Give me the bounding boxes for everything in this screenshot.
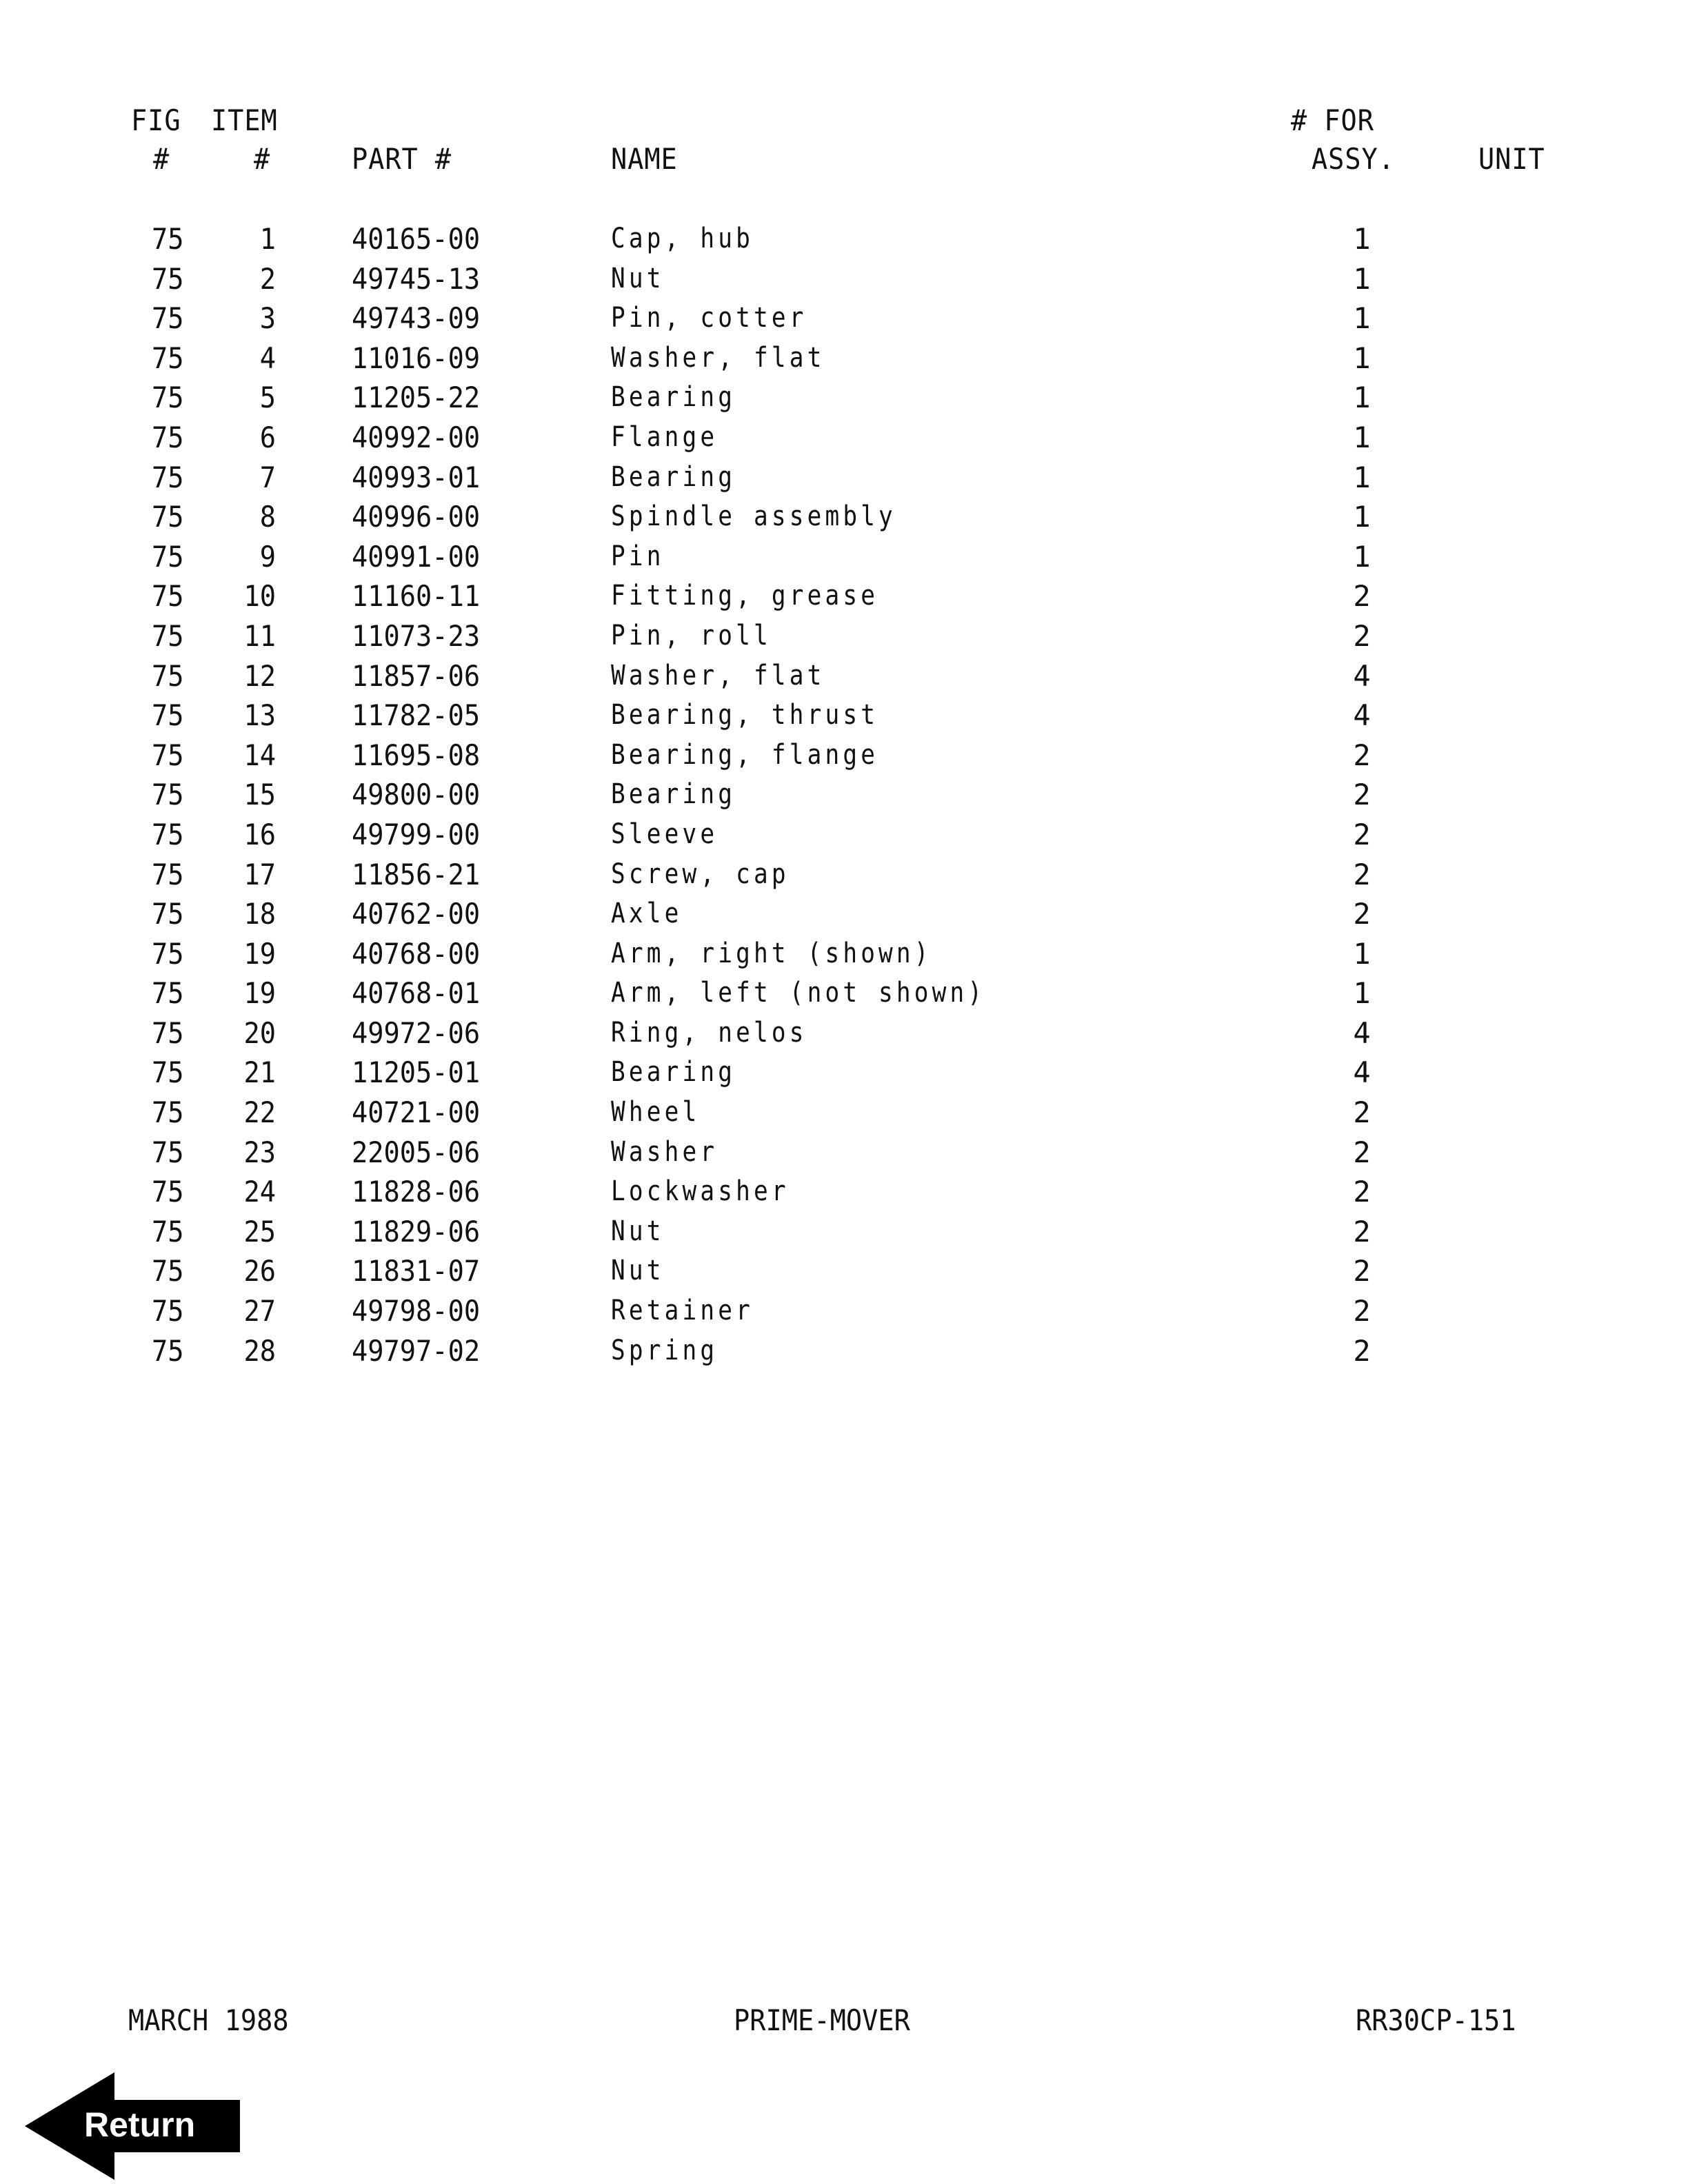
part-number-cell: 40992-00 <box>352 420 481 454</box>
header-qty-label: # FOR <box>1291 103 1374 137</box>
table-row <box>0 1331 1688 1371</box>
part-name-cell: Ring, nelos <box>611 1016 807 1049</box>
part-number-cell: 40721-00 <box>352 1095 481 1130</box>
fig-cell: 75 <box>152 381 184 415</box>
qty-cell: 4 <box>1353 1015 1371 1050</box>
qty-cell: 2 <box>1353 1214 1371 1248</box>
part-number-cell: 40993-01 <box>352 460 481 494</box>
item-cell: 25 <box>243 1214 276 1248</box>
part-number-cell: 40165-00 <box>352 222 481 256</box>
part-number-cell: 11695-08 <box>352 738 481 772</box>
qty-cell: 2 <box>1353 618 1371 653</box>
item-cell: 2 <box>259 261 276 296</box>
table-row <box>0 1133 1688 1173</box>
qty-cell: 2 <box>1353 1333 1371 1368</box>
table-row <box>0 656 1688 696</box>
part-name-cell: Screw, cap <box>611 858 790 890</box>
fig-cell: 75 <box>152 579 184 614</box>
header-name: NAME <box>611 142 678 176</box>
header-qty-assy: ASSY. <box>1312 142 1395 176</box>
qty-cell: 2 <box>1353 1135 1371 1169</box>
part-name-cell: Washer, flat <box>611 341 825 374</box>
fig-cell: 75 <box>152 341 184 375</box>
part-number-cell: 49797-02 <box>352 1333 481 1368</box>
return-button[interactable] <box>25 2072 243 2180</box>
table-row <box>0 259 1688 299</box>
part-number-cell: 49798-00 <box>352 1294 481 1328</box>
table-row <box>0 418 1688 458</box>
table-row <box>0 934 1688 974</box>
part-name-cell: Bearing <box>611 778 736 811</box>
fig-cell: 75 <box>152 698 184 733</box>
part-number-cell: 11073-23 <box>352 618 481 653</box>
table-row <box>0 338 1688 378</box>
table-row <box>0 497 1688 537</box>
part-name-cell: Wheel <box>611 1096 701 1129</box>
qty-cell: 2 <box>1353 738 1371 772</box>
part-number-cell: 11829-06 <box>352 1214 481 1248</box>
part-name-cell: Bearing, thrust <box>611 699 879 731</box>
table-row <box>0 378 1688 418</box>
table-row <box>0 458 1688 498</box>
item-cell: 5 <box>259 381 276 415</box>
part-name-cell: Sleeve <box>611 818 719 850</box>
table-row <box>0 815 1688 855</box>
fig-cell: 75 <box>152 1015 184 1050</box>
part-number-cell: 49972-06 <box>352 1015 481 1050</box>
header-fig-label: FIG <box>131 103 181 137</box>
qty-cell: 1 <box>1353 420 1371 454</box>
part-name-cell: Bearing <box>611 381 736 414</box>
part-number-cell: 40768-00 <box>352 936 481 971</box>
fig-cell: 75 <box>152 500 184 534</box>
return-label: Return <box>84 2105 196 2144</box>
item-cell: 9 <box>259 539 276 574</box>
parts-table <box>0 219 1688 1371</box>
part-name-cell: Fitting, grease <box>611 580 879 612</box>
fig-cell: 75 <box>152 1135 184 1169</box>
fig-cell: 75 <box>152 738 184 772</box>
part-name-cell: Nut <box>611 1215 665 1247</box>
part-number-cell: 11782-05 <box>352 698 481 733</box>
qty-cell: 1 <box>1353 261 1371 296</box>
table-row <box>0 736 1688 776</box>
part-name-cell: Washer <box>611 1135 719 1168</box>
item-cell: 1 <box>259 222 276 256</box>
fig-cell: 75 <box>152 539 184 574</box>
part-number-cell: 49745-13 <box>352 261 481 296</box>
part-number-cell: 49743-09 <box>352 301 481 336</box>
part-number-cell: 11856-21 <box>352 857 481 891</box>
fig-cell: 75 <box>152 936 184 971</box>
part-name-cell: Axle <box>611 898 683 930</box>
table-row <box>0 1291 1688 1331</box>
qty-cell: 1 <box>1353 976 1371 1011</box>
table-row <box>0 1251 1688 1291</box>
fig-cell: 75 <box>152 618 184 653</box>
qty-cell: 2 <box>1353 1294 1371 1328</box>
footer-title: PRIME-MOVER <box>734 2003 910 2037</box>
qty-cell: 2 <box>1353 817 1371 851</box>
qty-cell: 1 <box>1353 381 1371 415</box>
fig-cell: 75 <box>152 658 184 693</box>
footer-date: MARCH 1988 <box>128 2003 289 2037</box>
fig-cell: 75 <box>152 1095 184 1130</box>
part-number-cell: 49800-00 <box>352 778 481 812</box>
part-number-cell: 49799-00 <box>352 817 481 851</box>
table-row <box>0 894 1688 934</box>
qty-cell: 1 <box>1353 301 1371 336</box>
table-row <box>0 299 1688 338</box>
table-row <box>0 537 1688 577</box>
qty-cell: 1 <box>1353 539 1371 574</box>
qty-cell: 1 <box>1353 936 1371 971</box>
part-name-cell: Spring <box>611 1334 719 1366</box>
item-cell: 27 <box>243 1294 276 1328</box>
part-name-cell: Arm, left (not shown) <box>611 977 986 1009</box>
part-name-cell: Lockwasher <box>611 1175 790 1208</box>
header-item-label: ITEM <box>211 103 278 137</box>
fig-cell: 75 <box>152 1294 184 1328</box>
fig-cell: 75 <box>152 976 184 1011</box>
fig-cell: 75 <box>152 897 184 931</box>
item-cell: 6 <box>259 420 276 454</box>
item-cell: 26 <box>243 1254 276 1288</box>
item-cell: 15 <box>243 778 276 812</box>
table-row <box>0 616 1688 656</box>
part-number-cell: 22005-06 <box>352 1135 481 1169</box>
fig-cell: 75 <box>152 261 184 296</box>
item-cell: 13 <box>243 698 276 733</box>
qty-cell: 1 <box>1353 460 1371 494</box>
part-name-cell: Bearing, flange <box>611 738 879 771</box>
fig-cell: 75 <box>152 1254 184 1288</box>
header-item-hash: # <box>254 142 271 176</box>
part-name-cell: Washer, flat <box>611 659 825 691</box>
table-row <box>0 219 1688 259</box>
qty-cell: 1 <box>1353 222 1371 256</box>
part-number-cell: 40762-00 <box>352 897 481 931</box>
table-row <box>0 1172 1688 1212</box>
part-name-cell: Flange <box>611 421 719 453</box>
part-name-cell: Pin <box>611 540 665 572</box>
table-row <box>0 1212 1688 1252</box>
item-cell: 4 <box>259 341 276 375</box>
part-number-cell: 11205-22 <box>352 381 481 415</box>
qty-cell: 1 <box>1353 500 1371 534</box>
part-number-cell: 11160-11 <box>352 579 481 614</box>
fig-cell: 75 <box>152 817 184 851</box>
header-fig-hash: # <box>153 142 170 176</box>
qty-cell: 2 <box>1353 1175 1371 1209</box>
qty-cell: 2 <box>1353 579 1371 614</box>
part-name-cell: Pin, cotter <box>611 302 807 334</box>
qty-cell: 4 <box>1353 698 1371 733</box>
qty-cell: 1 <box>1353 341 1371 375</box>
part-name-cell: Bearing <box>611 461 736 493</box>
part-number-cell: 40768-01 <box>352 976 481 1011</box>
item-cell: 10 <box>243 579 276 614</box>
item-cell: 28 <box>243 1333 276 1368</box>
table-row <box>0 1013 1688 1053</box>
item-cell: 21 <box>243 1055 276 1090</box>
header-unit: UNIT <box>1478 142 1545 176</box>
table-row <box>0 855 1688 895</box>
fig-cell: 75 <box>152 857 184 891</box>
item-cell: 16 <box>243 817 276 851</box>
item-cell: 19 <box>243 936 276 971</box>
item-cell: 20 <box>243 1015 276 1050</box>
table-row <box>0 1093 1688 1133</box>
item-cell: 22 <box>243 1095 276 1130</box>
table-row <box>0 576 1688 616</box>
table-row <box>0 973 1688 1013</box>
item-cell: 12 <box>243 658 276 693</box>
part-name-cell: Bearing <box>611 1056 736 1089</box>
fig-cell: 75 <box>152 1214 184 1248</box>
item-cell: 7 <box>259 460 276 494</box>
item-cell: 17 <box>243 857 276 891</box>
part-name-cell: Cap, hub <box>611 223 754 254</box>
item-cell: 14 <box>243 738 276 772</box>
item-cell: 18 <box>243 897 276 931</box>
qty-cell: 4 <box>1353 1055 1371 1090</box>
item-cell: 8 <box>259 500 276 534</box>
part-number-cell: 11857-06 <box>352 658 481 693</box>
qty-cell: 2 <box>1353 1095 1371 1130</box>
table-row <box>0 696 1688 736</box>
fig-cell: 75 <box>152 1055 184 1090</box>
fig-cell: 75 <box>152 460 184 494</box>
header-part-number: PART # <box>352 142 452 176</box>
fig-cell: 75 <box>152 778 184 812</box>
qty-cell: 4 <box>1353 658 1371 693</box>
fig-cell: 75 <box>152 420 184 454</box>
qty-cell: 2 <box>1353 857 1371 891</box>
item-cell: 3 <box>259 301 276 336</box>
table-row <box>0 775 1688 815</box>
part-number-cell: 40996-00 <box>352 500 481 534</box>
part-name-cell: Spindle assembly <box>611 501 896 533</box>
part-name-cell: Nut <box>611 262 665 294</box>
part-number-cell: 11831-07 <box>352 1254 481 1288</box>
part-number-cell: 11828-06 <box>352 1175 481 1209</box>
part-number-cell: 11016-09 <box>352 341 481 375</box>
fig-cell: 75 <box>152 301 184 336</box>
item-cell: 23 <box>243 1135 276 1169</box>
part-name-cell: Retainer <box>611 1295 754 1327</box>
fig-cell: 75 <box>152 222 184 256</box>
qty-cell: 2 <box>1353 1254 1371 1288</box>
part-name-cell: Nut <box>611 1255 665 1287</box>
table-row <box>0 1053 1688 1093</box>
qty-cell: 2 <box>1353 897 1371 931</box>
part-number-cell: 40991-00 <box>352 539 481 574</box>
item-cell: 11 <box>243 618 276 653</box>
item-cell: 24 <box>243 1175 276 1209</box>
part-name-cell: Pin, roll <box>611 619 772 651</box>
part-name-cell: Arm, right (shown) <box>611 937 932 969</box>
footer-doc-id: RR30CP-151 <box>1356 2003 1516 2037</box>
fig-cell: 75 <box>152 1333 184 1368</box>
part-number-cell: 11205-01 <box>352 1055 481 1090</box>
fig-cell: 75 <box>152 1175 184 1209</box>
item-cell: 19 <box>243 976 276 1011</box>
qty-cell: 2 <box>1353 778 1371 812</box>
